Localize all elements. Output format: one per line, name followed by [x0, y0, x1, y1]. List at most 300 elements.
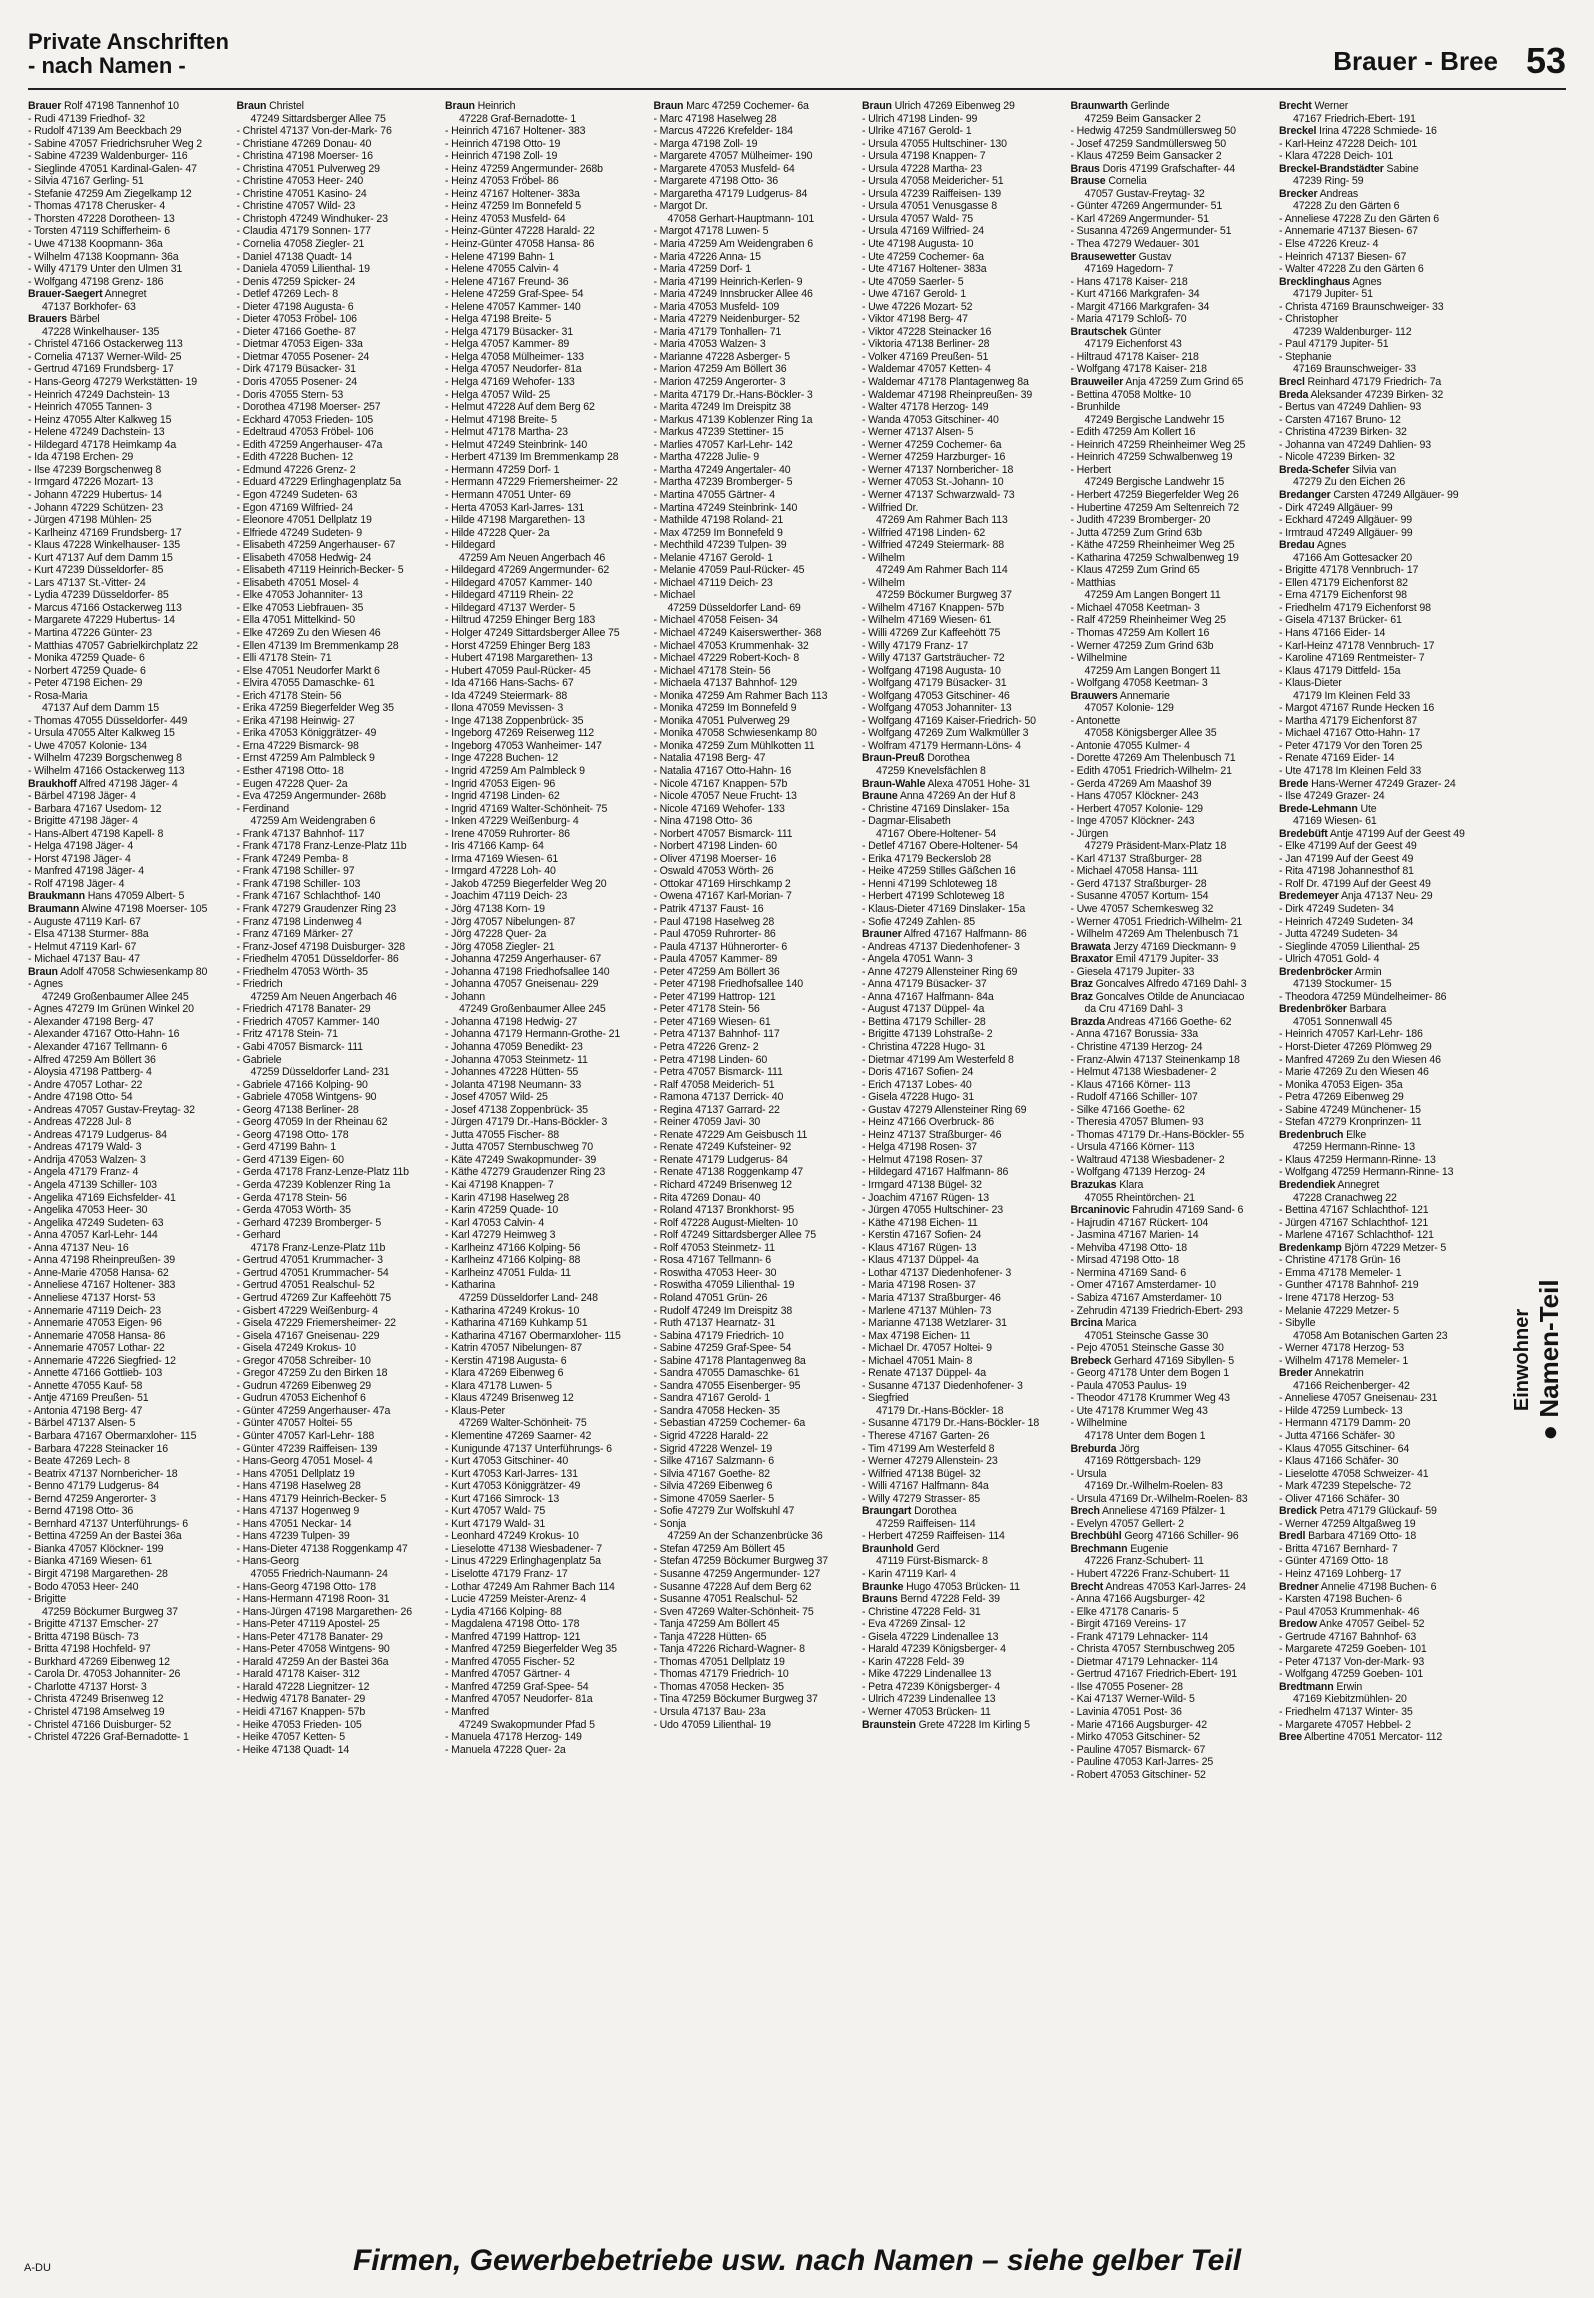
directory-entry: - Margarete 47057 Mülheimer- 190: [653, 150, 813, 163]
surname: Braun: [236, 100, 267, 112]
directory-entry: - Christa 47057 Sternbuschweg 205: [1070, 1643, 1235, 1656]
directory-entry: - Bernd 47198 Otto- 36: [28, 1505, 134, 1518]
directory-entry: 47169 Dr.-Wilhelm-Roelen- 83: [1084, 1480, 1223, 1493]
directory-entry: - Kai 47198 Knappen- 7: [445, 1179, 554, 1192]
directory-entry: - Nina 47198 Otto- 36: [653, 815, 753, 828]
directory-entry: - Susanne 47259 Angermunder- 127: [653, 1567, 821, 1580]
directory-entry: - Irmgard 47138 Bügel- 32: [862, 1179, 982, 1192]
directory-entry: - Annemarie 47058 Hansa- 86: [28, 1329, 166, 1342]
directory-entry: - Rolf 47228 August-Mielten- 10: [653, 1216, 798, 1229]
surname: Bredenkamp: [1279, 1241, 1342, 1254]
directory-entry: - Maria 47199 Heinrich-Kerlen- 9: [653, 275, 803, 288]
directory-entry: - Georg 47178 Unter dem Bogen 1: [1070, 1367, 1229, 1380]
directory-entry: - Annemarie 47119 Deich- 23: [28, 1304, 161, 1317]
directory-entry: - Manfred 47269 Zu den Wiesen 46: [1279, 1053, 1441, 1066]
directory-entry: - Gertrud 47051 Realschul- 52: [236, 1279, 375, 1292]
directory-entry: - Michael 47137 Bau- 47: [28, 953, 140, 966]
directory-entry: - Gudrun 47269 Eibenweg 29: [236, 1379, 372, 1392]
directory-columns: [28, 100, 1488, 2220]
directory-entry: - Manfred: [445, 1706, 489, 1718]
surname: Braukmann: [28, 890, 85, 903]
directory-entry: - Petra 47269 Eibenweg 29: [1279, 1091, 1404, 1104]
directory-entry: - Andreas 47179 Ludgerus- 84: [28, 1128, 167, 1141]
directory-entry: - Hans 47051 Neckar- 14: [236, 1517, 352, 1530]
surname: Brecker: [1279, 187, 1318, 200]
directory-entry: Braumann Alwine 47198 Moerser- 105: [28, 903, 208, 915]
directory-entry: 47259 Böckumer Burgweg 37: [876, 589, 1012, 602]
directory-column-7: [1279, 100, 1488, 2220]
directory-entry: Bredenbröcker Armin: [1279, 965, 1382, 978]
directory-entry: - Maria 47226 Anna- 15: [653, 250, 761, 263]
directory-entry: - Thomas 47058 Hecken- 35: [653, 1680, 784, 1693]
surname: Brauwers: [1070, 689, 1118, 702]
directory-entry: - Friedrich 47057 Kammer- 140: [236, 1015, 380, 1028]
directory-entry: - Annemarie 47137 Biesen- 67: [1279, 225, 1418, 238]
directory-entry: - Theresia 47057 Blumen- 93: [1070, 1116, 1204, 1129]
directory-entry: - Kurt 47166 Simrock- 13: [445, 1492, 560, 1505]
directory-entry: - Margarete 47198 Otto- 36: [653, 175, 778, 188]
directory-entry: Bredanger Carsten 47249 Allgäuer- 99: [1279, 488, 1459, 501]
directory-entry: 47259 Am Langen Bongert 11: [1084, 664, 1221, 677]
surname: Bredner: [1279, 1580, 1319, 1593]
directory-entry: 47055 Rheintörchen- 21: [1084, 1191, 1195, 1204]
directory-entry: - Renate 47229 Am Geisbusch 11: [653, 1128, 808, 1141]
directory-entry: - Heike 47053 Frieden- 105: [236, 1718, 362, 1731]
directory-entry: - Wilhelm 47167 Knappen- 57b: [862, 601, 1004, 614]
surname: Brecht: [1279, 100, 1312, 112]
directory-entry: - Helmut 47228 Auf dem Berg 62: [445, 401, 595, 414]
directory-entry: - Elvira 47055 Damaschke- 61: [236, 677, 375, 690]
directory-entry: - Heinrich 47055 Tannen- 3: [28, 401, 152, 414]
directory-entry: 47259 Am Neuen Angerbach 46: [250, 990, 397, 1003]
surname: Breda: [1279, 388, 1309, 401]
directory-entry: - Sofie 47279 Zur Wolfskuhl 47: [653, 1505, 795, 1518]
directory-entry: - Ursula 47058 Meidericher- 51: [862, 175, 1004, 188]
directory-entry: - Marianne 47228 Asberger- 5: [653, 350, 791, 363]
directory-entry: - Hans-Georg: [236, 1555, 299, 1568]
directory-entry: - Karlheinz 47051 Fulda- 11: [445, 1266, 571, 1279]
directory-entry: - Christel 47137 Von-der-Mark- 76: [236, 125, 392, 138]
directory-entry: - Natalia 47167 Otto-Hahn- 16: [653, 764, 792, 777]
directory-entry: - Wilhelmine: [1070, 652, 1127, 665]
directory-entry: - Katrin 47057 Nibelungen- 87: [445, 1342, 582, 1355]
directory-entry: - Gabriele 47166 Kolping- 90: [236, 1078, 368, 1091]
directory-entry: - Erich 47178 Stein- 56: [236, 689, 342, 702]
surname: Brause: [1070, 175, 1106, 188]
directory-entry: - Ingrid 47169 Walter-Schönheit- 75: [445, 802, 608, 815]
directory-entry: - Christopher: [1279, 313, 1339, 326]
directory-entry: - Liselotte 47179 Franz- 17: [445, 1567, 568, 1580]
directory-entry: - Eleonore 47051 Dellplatz 19: [236, 514, 372, 527]
directory-entry: - Patrik 47137 Faust- 16: [653, 903, 764, 915]
directory-entry: - Wilhelm: [862, 576, 905, 589]
directory-entry: - Sabina 47179 Friedrich- 10: [653, 1329, 784, 1342]
directory-entry: - Inge 47057 Klöckner- 243: [1070, 815, 1195, 828]
directory-entry: - Carsten 47167 Bruno- 12: [1279, 413, 1401, 426]
directory-entry: - Erika 47179 Beckerslob 28: [862, 852, 992, 865]
directory-entry: Bredemeyer Anja 47137 Neu- 29: [1279, 890, 1433, 903]
directory-entry: - Josef 47138 Zoppenbrück- 35: [445, 1103, 588, 1116]
surname: Braxator: [1070, 953, 1113, 966]
directory-entry: - Edmund 47226 Grenz- 2: [236, 463, 356, 476]
directory-entry: - Gregor 47259 Zu den Birken 18: [236, 1367, 388, 1380]
directory-entry: - Martha 47239 Bromberger- 5: [653, 476, 793, 489]
directory-entry: - Christa 47249 Brisenweg 12: [28, 1693, 164, 1706]
directory-entry: - Helmut 47178 Martha- 23: [445, 426, 568, 439]
directory-entry: - Cornelia 47058 Ziegler- 21: [236, 238, 365, 251]
directory-entry: - Matthias 47057 Gabrielkirchplatz 22: [28, 639, 198, 652]
directory-entry: - Jutta 47057 Sternbuschweg 70: [445, 1141, 594, 1154]
directory-entry: - Willi 47167 Halfmann- 84a: [862, 1480, 989, 1493]
directory-entry: - Paul 47059 Ruhrorter- 86: [653, 928, 776, 941]
directory-entry: - Gunther 47178 Bahnhof- 219: [1279, 1279, 1419, 1292]
directory-entry: - Karin 47198 Haselweg 28: [445, 1191, 570, 1204]
directory-entry: Bredner Annelie 47198 Buchen- 6: [1279, 1580, 1437, 1593]
directory-entry: 47137 Borkhofer- 63: [42, 300, 136, 313]
directory-entry: - Werner 47259 Altgaßweg 19: [1279, 1517, 1416, 1530]
directory-entry: - Heinz 47167 Holtener- 383a: [445, 187, 580, 200]
directory-entry: 47057 Kolonie- 129: [1084, 702, 1174, 715]
directory-entry: - Dietmar 47055 Posener- 24: [236, 350, 370, 363]
directory-entry: - Christine 47228 Feld- 31: [862, 1605, 981, 1618]
directory-entry: - Johann 47229 Schützen- 23: [28, 501, 163, 514]
directory-entry: - Michael 47167 Otto-Hahn- 17: [1279, 727, 1421, 740]
directory-entry: - Walter 47178 Herzog- 149: [862, 401, 989, 414]
directory-entry: - Ursula 47055 Alter Kalkweg 15: [28, 727, 175, 740]
directory-entry: - Sieglinde 47059 Lilienthal- 25: [1279, 940, 1420, 953]
directory-entry: - Wilhelm 47239 Borgschenweg 8: [28, 752, 182, 765]
directory-entry: - Mike 47229 Lindenallee 13: [862, 1668, 992, 1681]
directory-entry: - Herbert: [1070, 463, 1111, 476]
directory-entry: - Johann: [445, 990, 486, 1003]
directory-entry: - Susanne 47179 Dr.-Hans-Böckler- 18: [862, 1417, 1040, 1430]
surname: Brecklinghaus: [1279, 275, 1351, 288]
directory-entry: - Gabi 47057 Bismarck- 111: [236, 1041, 363, 1054]
directory-entry: - Rudolf 47139 Am Beeckbach 29: [28, 125, 182, 138]
directory-entry: - Käte 47249 Swakopmunder- 39: [445, 1153, 597, 1166]
directory-entry: - Hajrudin 47167 Rückert- 104: [1070, 1216, 1209, 1229]
directory-entry: - Willi 47269 Zur Kaffeehött 75: [862, 626, 1001, 639]
directory-entry: 47055 Friedrich-Naumann- 24: [250, 1567, 388, 1580]
directory-entry: - Dagmar-Elisabeth: [862, 815, 951, 828]
directory-entry: - Christel 47166 Ostackerweg 113: [28, 338, 183, 351]
directory-entry: Braunke Hugo 47053 Brücken- 11: [862, 1580, 1020, 1593]
surname: Brecl: [1279, 376, 1305, 389]
directory-entry: - Dieter 47198 Augusta- 6: [236, 300, 354, 313]
directory-entry: - Cornelia 47137 Werner-Wild- 25: [28, 350, 182, 363]
directory-entry: - Edith 47259 Angerhauser- 47a: [236, 438, 383, 451]
directory-entry: - Johanna 47059 Benedikt- 23: [445, 1041, 583, 1054]
directory-entry: - Ursula 47057 Wald- 75: [862, 212, 973, 225]
directory-entry: - Sabiza 47167 Amsterdamer- 10: [1070, 1291, 1222, 1304]
directory-entry: - Anna 47167 Halfmann- 84a: [862, 990, 994, 1003]
surname: Bredemeyer: [1279, 890, 1339, 903]
directory-entry: - Burkhard 47269 Eibenweg 12: [28, 1655, 170, 1668]
directory-entry: - Kurt 47053 Königgrätzer- 49: [445, 1480, 581, 1493]
directory-entry: - Hubert 47059 Paul-Rücker- 45: [445, 664, 591, 677]
directory-entry: - Esther 47198 Otto- 18: [236, 764, 344, 777]
directory-entry: - Katharina 47259 Schwalbenweg 19: [1070, 551, 1239, 564]
directory-entry: - Jürgen 47179 Dr.-Hans-Böckler- 3: [445, 1116, 608, 1129]
directory-entry: - Klementine 47269 Saarner- 42: [445, 1429, 592, 1442]
directory-entry: - Maria 47259 Am Weidengraben 6: [653, 238, 813, 251]
directory-entry: - Helga 47057 Wild- 25: [445, 388, 551, 401]
directory-entry: - Michael: [653, 589, 696, 602]
directory-entry: - Georg 47059 In der Rheinau 62: [236, 1116, 388, 1129]
directory-entry: - Gisbert 47229 Weißenburg- 4: [236, 1304, 378, 1317]
directory-entry: - Wolfgang 47053 Gitschiner- 46: [862, 689, 1010, 702]
directory-entry: - Michael 47178 Stein- 56: [653, 664, 771, 677]
directory-entry: - Renate 47169 Eider- 14: [1279, 752, 1395, 765]
directory-entry: - Andre 47198 Otto- 54: [28, 1091, 133, 1104]
directory-entry: - Ulrich 47051 Gold- 4: [1279, 953, 1380, 966]
directory-entry: - Klaus 47167 Rügen- 13: [862, 1241, 977, 1254]
directory-entry: - Heinrich 47249 Dachstein- 13: [28, 388, 170, 401]
directory-entry: - Willy 47279 Strasser- 85: [862, 1492, 980, 1505]
directory-entry: Brecker Andreas: [1279, 187, 1359, 200]
directory-entry: - Heinrich 47167 Holtener- 383: [445, 125, 586, 138]
directory-entry: - Monika 47259 Am Rahmer Bach 113: [653, 689, 828, 702]
directory-entry: Braun-Wahle Alexa 47051 Hohe- 31: [862, 777, 1030, 790]
surname: Braungart: [862, 1505, 912, 1518]
directory-entry: - Bianka 47057 Klöckner- 199: [28, 1542, 164, 1555]
directory-entry: - Joachim 47119 Deich- 23: [445, 890, 568, 903]
directory-entry: - Gerd 47137 Straßburger- 28: [1070, 877, 1207, 890]
directory-entry: 47259 Raiffeisen- 114: [876, 1517, 976, 1530]
directory-entry: 47167 Friedrich-Ebert- 191: [1293, 112, 1416, 125]
directory-entry: 47179 Jupiter- 51: [1293, 288, 1373, 301]
directory-entry: - Wolfgang 47169 Kaiser-Friedrich- 50: [862, 714, 1036, 727]
directory-entry: - Werner 47051 Friedrich-Wilhelm- 21: [1070, 915, 1243, 928]
directory-entry: - Lucie 47259 Meister-Arenz- 4: [445, 1593, 586, 1606]
header-title-line2: - nach Namen -: [28, 53, 186, 78]
directory-entry: - Birgit 47169 Vereins- 17: [1070, 1618, 1187, 1631]
directory-entry: - Herbert 47259 Raiffeisen- 114: [862, 1530, 1005, 1543]
directory-entry: - Sandra 47058 Hecken- 35: [653, 1404, 780, 1417]
directory-entry: - Wilhelm 47269 Am Thelenbusch 71: [1070, 928, 1239, 941]
surname: Bredanger: [1279, 488, 1331, 501]
directory-entry: - Hildegard 47057 Kammer- 140: [445, 576, 592, 589]
directory-entry: - Nicole 47057 Neue Frucht- 13: [653, 790, 797, 803]
directory-entry: - Hermann 47179 Damm- 20: [1279, 1417, 1411, 1430]
directory-entry: - Hildegard 47119 Rhein- 22: [445, 589, 574, 602]
directory-entry: - Friedrich: [236, 978, 283, 991]
directory-entry: - Silke 47167 Salzmann- 6: [653, 1455, 774, 1468]
directory-entry: - Ursula 47239 Raiffeisen- 139: [862, 187, 1001, 200]
directory-entry: - Angelika 47169 Eichsfelder- 41: [28, 1191, 176, 1204]
surname: Brecht: [1070, 1580, 1104, 1593]
directory-entry: Brede-Lehmann Ute: [1279, 802, 1377, 815]
directory-entry: - Marie 47166 Augsburger- 42: [1070, 1718, 1208, 1731]
directory-entry: - Hans 47137 Hogenweg 9: [236, 1505, 360, 1518]
directory-entry: - Marga 47198 Zoll- 19: [653, 137, 758, 150]
directory-entry: - Frank 47198 Schiller- 97: [236, 865, 355, 878]
directory-entry: - Ilse 47239 Borgschenweg 8: [28, 463, 162, 476]
directory-entry: - Margarete 47057 Hebbel- 2: [1279, 1718, 1411, 1731]
directory-entry: - Else 47051 Neudorfer Markt 6: [236, 664, 380, 677]
directory-entry: - Friedhelm 47053 Wörth- 35: [236, 965, 368, 978]
directory-entry: - Jörg 47057 Nibelungen- 87: [445, 915, 576, 928]
directory-entry: - Hildegard 47167 Halfmann- 86: [862, 1166, 1009, 1179]
directory-entry: - Rosa 47167 Tellmann- 6: [653, 1254, 772, 1267]
directory-entry: - Wolfgang 47053 Johanniter- 13: [862, 702, 1012, 715]
directory-entry: 47169 Braunschweiger- 33: [1293, 363, 1417, 376]
directory-entry: - Ute 47167 Holtener- 383a: [862, 263, 987, 276]
directory-entry: - Stefanie 47259 Am Ziegelkamp 12: [28, 187, 192, 200]
directory-entry: - Britta 47198 Büsch- 73: [28, 1630, 139, 1643]
directory-entry: - Monika 47051 Pulverweg 29: [653, 714, 790, 727]
directory-entry: 47259 Beim Gansacker 2: [1084, 112, 1201, 125]
directory-entry: - Nicole 47239 Birken- 32: [1279, 451, 1395, 464]
directory-entry: - Helga 47198 Breite- 5: [445, 313, 552, 326]
directory-entry: - Heinz 47053 Fröbel- 86: [445, 175, 559, 188]
directory-entry: - Wilhelm 47169 Wiesen- 61: [862, 614, 992, 627]
directory-entry: - Leonhard 47249 Krokus- 10: [445, 1530, 579, 1543]
directory-entry: - Elke 47199 Auf der Geest 49: [1279, 840, 1417, 853]
directory-entry: - Susanne 47057 Kortum- 154: [1070, 890, 1209, 903]
directory-entry: Braun Christel: [236, 100, 304, 112]
directory-entry: - Doris 47055 Posener- 24: [236, 376, 357, 389]
directory-entry: - Karin 47119 Karl- 4: [862, 1567, 956, 1580]
surname: Brebeck: [1070, 1354, 1112, 1367]
directory-entry: - Klaus 47249 Brisenweg 12: [445, 1392, 574, 1405]
directory-entry: - Roland 47051 Grün- 26: [653, 1291, 768, 1304]
directory-entry: 47169 Röttgersbach- 129: [1084, 1455, 1201, 1468]
directory-entry: - Klaus 47259 Beim Gansacker 2: [1070, 150, 1222, 163]
directory-entry: - Wolfgang 47269 Zum Walkmüller 3: [862, 727, 1029, 740]
directory-entry: - Michael 47053 Krummenhak- 32: [653, 639, 809, 652]
directory-entry: - Wilfried 47249 Steiermark- 88: [862, 539, 1004, 552]
directory-entry: - Peter 47179 Vor den Toren 25: [1279, 739, 1423, 752]
surname: Brcina: [1070, 1317, 1103, 1330]
directory-entry: - Petra 47239 Königsberger- 4: [862, 1680, 1001, 1693]
directory-entry: - Thomas 47179 Dr.-Hans-Böckler- 55: [1070, 1128, 1245, 1141]
directory-entry: - Frank 47198 Schiller- 103: [236, 877, 361, 890]
directory-entry: - Franz-Alwin 47137 Steinenkamp 18: [1070, 1053, 1240, 1066]
directory-entry: - Christa 47169 Braunschweiger- 33: [1279, 300, 1444, 313]
directory-entry: - Pejo 47051 Steinsche Gasse 30: [1070, 1342, 1224, 1355]
directory-entry: - Silvia 47167 Goethe- 82: [653, 1467, 770, 1480]
directory-entry: - Elisabeth 47058 Hedwig- 24: [236, 551, 372, 564]
directory-entry: - Ralf 47058 Meiderich- 51: [653, 1078, 775, 1091]
directory-entry: - Klaus 47259 Hermann-Rinne- 13: [1279, 1153, 1436, 1166]
directory-entry: - Sandra 47167 Gerold- 1: [653, 1392, 771, 1405]
directory-entry: Brauner Alfred 47167 Halfmann- 86: [862, 928, 1027, 941]
directory-entry: - Ursula 47228 Martha- 23: [862, 162, 982, 175]
directory-entry: - Ella 47051 Mittelkind- 50: [236, 614, 355, 627]
directory-entry: - Bettina 47058 Moltke- 10: [1070, 388, 1191, 401]
directory-entry: - Marcus 47226 Krefelder- 184: [653, 125, 793, 138]
directory-entry: - Maria 47053 Walzen- 3: [653, 338, 766, 351]
directory-entry: - Wanda 47053 Gitschiner- 40: [862, 413, 999, 426]
directory-entry: - Johanna 47057 Gneisenau- 229: [445, 978, 599, 991]
directory-entry: - Hubert 47198 Margarethen- 13: [445, 652, 593, 665]
directory-entry: - Melanie 47229 Metzer- 5: [1279, 1304, 1399, 1317]
directory-entry: - Werner 47259 Harzburger- 16: [862, 451, 1006, 464]
directory-entry: - Kurt 47137 Auf dem Damm 15: [28, 551, 173, 564]
directory-entry: - Frank 47179 Lehnacker- 114: [1070, 1630, 1209, 1643]
directory-entry: - Paula 47137 Hühnerorter- 6: [653, 940, 788, 953]
directory-entry: - Elisabeth 47051 Mosel- 4: [236, 576, 359, 589]
directory-entry: - Günter 47259 Angerhauser- 47a: [236, 1404, 391, 1417]
directory-entry: - Margaretha 47179 Ludgerus- 84: [653, 187, 808, 200]
directory-entry: - Rolf 47198 Jäger- 4: [28, 877, 125, 890]
directory-entry: - Kurt 47179 Wald- 31: [445, 1517, 546, 1530]
directory-entry: - Ursula 47198 Knappen- 7: [862, 150, 986, 163]
directory-entry: - Wolfgang 47058 Keetman- 3: [1070, 677, 1208, 690]
directory-entry: - Eckhard 47053 Frieden- 105: [236, 413, 374, 426]
directory-entry: - Heinrich 47259 Schwalbenweg 19: [1070, 451, 1233, 464]
directory-entry: - Hiltrud 47259 Ehinger Berg 183: [445, 614, 596, 627]
directory-entry: - Doris 47167 Sofien- 24: [862, 1066, 974, 1079]
directory-entry: - Kurt 47166 Markgrafen- 34: [1070, 288, 1200, 301]
directory-entry: - Thomas 47178 Cherusker- 4: [28, 200, 166, 213]
directory-entry: - Elsa 47138 Sturmer- 88a: [28, 928, 149, 941]
directory-entry: - Helga 47057 Kammer- 89: [445, 338, 570, 351]
directory-entry: - Ferdinand: [236, 802, 290, 815]
directory-entry: - Frank 47279 Graudenzer Ring 23: [236, 903, 396, 915]
directory-entry: - Ida 47198 Erchen- 29: [28, 451, 134, 464]
directory-entry: 47051 Steinsche Gasse 30: [1084, 1329, 1209, 1342]
directory-entry: Brech Anneliese 47169 Pfälzer- 1: [1070, 1505, 1226, 1518]
directory-entry: - Wilhelm: [862, 551, 905, 564]
directory-entry: - Christel 47226 Graf-Bernadotte- 1: [28, 1731, 189, 1744]
directory-entry: - Maria 47137 Straßburger- 46: [862, 1291, 1001, 1304]
directory-entry: - Herta 47053 Karl-Jarres- 131: [445, 501, 585, 514]
directory-entry: 47259 Böckumer Burgweg 37: [42, 1605, 178, 1618]
surname: Bredenbröker: [1279, 1003, 1347, 1016]
directory-entry: - Manfred 47055 Fischer- 52: [445, 1655, 575, 1668]
surname: Brazukas: [1070, 1179, 1117, 1192]
directory-entry: - Werner 47137 Nornbericher- 18: [862, 463, 1014, 476]
directory-entry: - Katharina 47249 Krokus- 10: [445, 1304, 580, 1317]
directory-entry: - Angela 47139 Schiller- 103: [28, 1179, 157, 1192]
directory-entry: 47269 Am Rahmer Bach 113: [876, 514, 1008, 527]
directory-entry: - Dieter 47166 Goethe- 87: [236, 325, 356, 338]
directory-entry: - Theodor 47178 Krummer Weg 43: [1070, 1392, 1230, 1405]
directory-entry: - Stefan 47259 Am Böllert 45: [653, 1542, 785, 1555]
directory-entry: - Klaus-Dieter 47169 Dinslaker- 15a: [862, 903, 1026, 915]
directory-entry: - Eva 47259 Angermunder- 268b: [236, 790, 386, 803]
directory-column-2: [237, 100, 446, 2220]
directory-entry: - Udo 47059 Lilienthal- 19: [653, 1718, 771, 1731]
directory-entry: - Egon 47249 Sudeten- 63: [236, 488, 358, 501]
directory-entry: - Simone 47059 Saerler- 5: [653, 1492, 774, 1505]
directory-entry: - Thomas 47051 Dellplatz 19: [653, 1655, 785, 1668]
directory-entry: - Petra 47057 Bismarck- 111: [653, 1066, 783, 1079]
surname: Breckel-Brandstädter: [1279, 162, 1384, 175]
directory-entry: - Edith 47259 Am Kollert 16: [1070, 426, 1196, 439]
directory-entry: - Klaus 47137 Düppel- 4a: [862, 1254, 979, 1267]
directory-entry: - Michael Dr. 47057 Holtei- 9: [862, 1342, 992, 1355]
directory-entry: - Gisela 47249 Krokus- 10: [236, 1342, 356, 1355]
directory-entry: - Gisela 47229 Lindenallee 13: [862, 1630, 999, 1643]
directory-entry: - Marcus 47166 Ostackerweg 113: [28, 601, 182, 614]
directory-entry: - Dirk 47249 Allgäuer- 99: [1279, 501, 1393, 514]
directory-entry: - Ursula 47055 Hultschiner- 130: [862, 137, 1007, 150]
surname: Braunke: [862, 1580, 904, 1593]
directory-entry: - Thomas 47259 Am Kollert 16: [1070, 626, 1210, 639]
side-tab-label: Namen-Teil: [1534, 1279, 1564, 1418]
directory-entry: - Lavinia 47051 Post- 36: [1070, 1706, 1182, 1718]
directory-column-6: [1071, 100, 1280, 2220]
surname: Bredau: [1279, 539, 1315, 552]
directory-entry: 47179 Dr.-Hans-Böckler- 18: [876, 1404, 1004, 1417]
directory-entry: - Hilde 47198 Margarethen- 13: [445, 514, 585, 527]
directory-entry: - Helga 47198 Jäger- 4: [28, 840, 134, 853]
directory-entry: - Waldemar 47178 Plantagenweg 8a: [862, 376, 1029, 389]
directory-entry: - Anneliese 47057 Gneisenau- 231: [1279, 1392, 1438, 1405]
